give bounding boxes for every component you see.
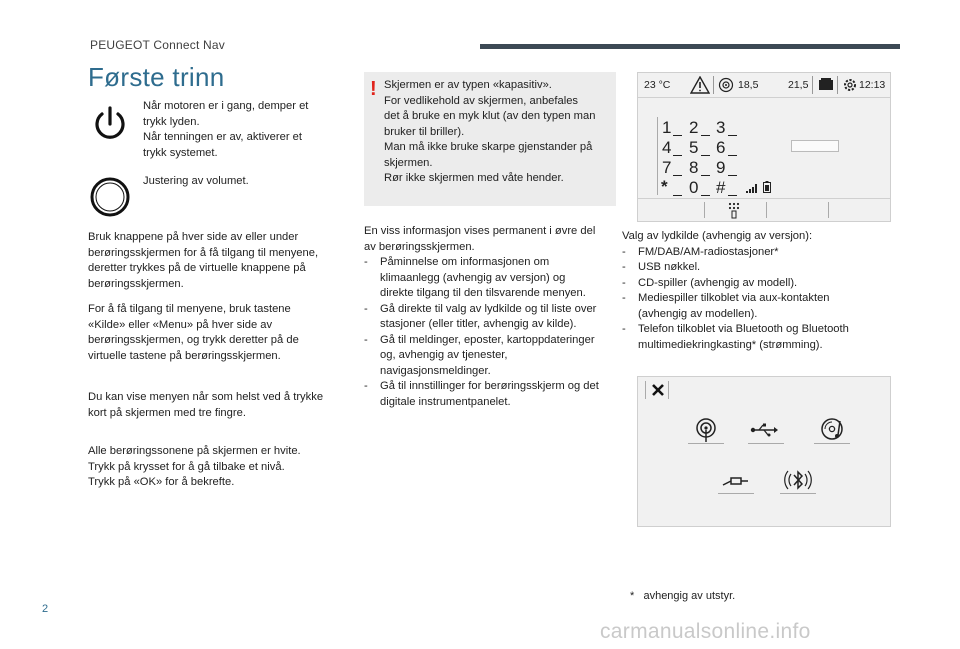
right-column: Valg av lydkilde (avhengig av versjon): - FM/DAB/AM-radiostasjoner* - USB nøkkel. - CD-spiller (avhengig av modell). - Mediespiller tilkoblet via aux-kontakten (avhengig av modellen). - Telefon tilkoblet via Bluetooth og Bluetooth multimediekringkasting* (strømming). (622, 229, 898, 353)
list-item: - Mediespiller tilkoblet via aux-kontakten (avhengig av modellen). (622, 291, 898, 322)
warning-text: Skjermen er av typen «kapasitiv». For vedlikehold av skjermen, anbefales det å bruke en myk klut (av den typen man bruker til briller). Man må ikke bruke skarpe gjenstander på skjermen. Rør ikke skjermen med våte hender. (384, 79, 596, 184)
key-3[interactable]: 3 (716, 118, 726, 137)
usb-icon[interactable] (750, 423, 778, 437)
battery-icon (763, 181, 771, 193)
power-text: Når motoren er i gang, demper et trykk lyden. Når tenningen er av, aktiverer et trykk systemet. (143, 100, 309, 159)
key-star[interactable]: * (661, 177, 668, 196)
list-item: - FM/DAB/AM-radiostasjoner* (622, 245, 898, 261)
list-item: - Påminnelse om informasjonen om klimaanlegg (avhengig av versjon) og direkte tilgang til den tilsvarende menyen. (364, 255, 620, 302)
radio-icon (718, 77, 734, 93)
watermark: carmanualsonline.info (600, 620, 811, 643)
messages-icon (818, 78, 834, 91)
list-item: - Gå til meldinger, eposter, kartoppdateringer og, avhengig av tjenester, navigasjonsmeldinger. (364, 333, 620, 380)
signal-strength-icon (746, 183, 760, 193)
list-item: - Gå til innstillinger for berøringsskjerm og det digitale instrumentpanelet. (364, 379, 620, 410)
key-7[interactable]: 7 (662, 158, 672, 177)
close-icon[interactable] (651, 383, 665, 397)
knob-icon (88, 175, 132, 219)
temperature-readout: 23 °C (644, 79, 671, 91)
list-item: - Gå direkte til valg av lydkilde og til liste over stasjoner (eller titler, avhengig av kilde). (364, 302, 620, 333)
dialpad-icon[interactable] (727, 201, 741, 219)
key-6[interactable]: 6 (716, 138, 726, 157)
list-item: - USB nøkkel. (622, 260, 898, 276)
page-number: 2 (42, 603, 49, 615)
source-list (622, 245, 898, 354)
power-icon (88, 102, 132, 146)
left-paragraph-1: Bruk knappene på hver side av eller under berøringsskjermen for å få tilgang til menyene, deretter trykkes på de virtuelle knappene på berøringsskjermen. (88, 231, 319, 290)
left-paragraph-3: Du kan vise menyen når som helst ved å trykke kort på skjermen med tre fingre. (88, 391, 324, 419)
aux-cable-icon[interactable] (721, 474, 749, 488)
radio-frequency: 18,5 (738, 79, 759, 91)
cd-icon[interactable] (820, 417, 846, 443)
touchscreen-source-select (637, 376, 891, 527)
radio-source-icon[interactable] (695, 417, 717, 443)
clock: 12:13 (859, 79, 886, 91)
list-item: - CD-spiller (avhengig av modell). (622, 276, 898, 292)
key-9[interactable]: 9 (716, 158, 726, 177)
warning-icon: ! (370, 78, 377, 100)
page-title: Første trinn (88, 62, 225, 92)
left-paragraph-4: Alle berøringssonene på skjermen er hvite. Trykk på krysset for å gå tilbake et nivå. Trykk på «OK» for å bekrefte. (88, 445, 301, 488)
key-4[interactable]: 4 (662, 138, 672, 157)
touchscreen-home (637, 72, 891, 222)
radio-frequency-2: 21,5 (788, 79, 809, 91)
warning-triangle-icon (690, 76, 710, 94)
header-title: PEUGEOT Connect Nav (90, 38, 225, 52)
key-hash[interactable]: # (716, 178, 726, 197)
key-0[interactable]: 0 (689, 178, 699, 197)
key-8[interactable]: 8 (689, 158, 699, 177)
header-bar (480, 44, 900, 49)
key-5[interactable]: 5 (689, 138, 699, 157)
list-item: - Telefon tilkoblet via Bluetooth og Bluetooth multimediekringkasting* (strømming). (622, 322, 898, 353)
bluetooth-icon[interactable] (784, 465, 812, 495)
key-1[interactable]: 1 (662, 118, 672, 137)
volume-text: Justering av volumet. (143, 175, 249, 187)
left-paragraph-2: For å få tilgang til menyene, bruk tastene «Kilde» eller «Menu» på hver side av berøringsskjermen, og trykk deretter på de virtuelle tastene på berøringsskjermen. (88, 303, 299, 362)
number-display (791, 140, 839, 152)
footnote: * avhengig av utstyr. (630, 590, 736, 602)
middle-list (364, 255, 620, 410)
settings-gear-icon (842, 77, 858, 93)
key-2[interactable]: 2 (689, 118, 699, 137)
middle-column: En viss informasjon vises permanent i øvre del av berøringsskjermen. - Påminnelse om informasjonen om klimaanlegg (avhengig av versjon) og direkte tilgang til den tilsvarende menyen. - Gå direkte til valg av lydkilde og til liste over stasjoner (eller titler, avhengig av kilde). - Gå til meldinger, eposter, kartoppdateringer og, avhengig av tjenester, navigasjonsmeldinger. - Gå til innstillinger for berøringsskjerm og det digitale instrumentpanelet. (364, 224, 620, 410)
